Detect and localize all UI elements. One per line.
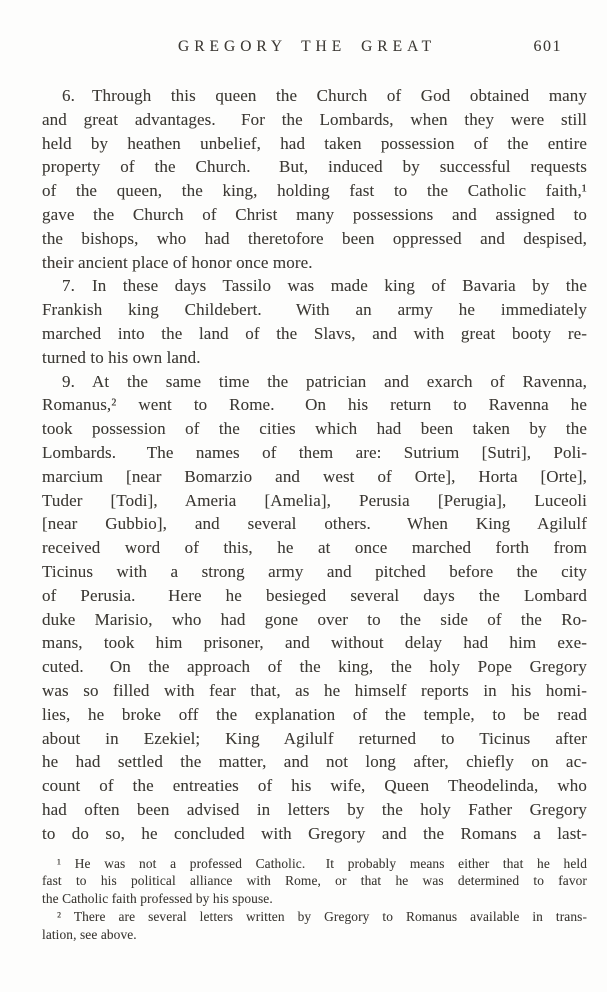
footnote-line: fast to his political alliance with Rome, or that he was determined to favor: [42, 873, 587, 889]
text-line: their ancient place of honor once more.: [42, 252, 313, 272]
text-line: held by heathen unbelief, had taken possession of the entire: [42, 133, 587, 153]
page-content: [42, 84, 587, 943]
text-line: and great advantages. For the Lombards, when they were still: [42, 109, 587, 129]
footnote-line: the Catholic faith professed by his spouse.: [42, 891, 273, 907]
text-line: to do so, he concluded with Gregory and the Romans a last-: [42, 823, 587, 843]
text-line: of Perusia. Here he besieged several days the Lombard: [42, 585, 587, 605]
text-line: mans, took him prisoner, and without delay had him exe-: [42, 633, 587, 653]
text-line: [near Gubbio], and several others. When King Agilulf: [42, 514, 587, 534]
text-line: Lombards. The names of them are: Sutrium [Sutri], Poli-: [42, 442, 587, 462]
text-line: count of the entreaties of his wife, Queen Theodelinda, who: [42, 776, 587, 796]
text-line: he had settled the matter, and not long after, chiefly on ac-: [42, 752, 587, 772]
footnotes-section: [42, 855, 587, 944]
text-line: marched into the land of the Slavs, and with great booty re-: [42, 323, 587, 343]
running-header: [42, 38, 587, 62]
text-line: Tuder [Todi], Ameria [Amelia], Perusia [Perugia], Luceoli: [42, 490, 587, 510]
text-line: gave the Church of Christ many possessions and assigned to: [42, 204, 587, 224]
text-line: 7. In these days Tassilo was made king of Bavaria by the: [62, 276, 587, 296]
text-line: was so filled with fear that, as he himself reports in his homi-: [42, 680, 587, 700]
text-line: 6. Through this queen the Church of God obtained many: [62, 86, 587, 105]
footnote-line: ² There are several letters written by Gregory to Romanus available in trans-: [57, 908, 587, 924]
text-line: marcium [near Bomarzio and west of Orte], Horta [Orte],: [42, 466, 587, 486]
text-line: 9. At the same time the patrician and exarch of Ravenna,: [62, 371, 587, 391]
text-line: Ticinus with a strong army and pitched before the city: [42, 561, 587, 581]
footnote: [42, 908, 587, 944]
page-number: 601: [533, 38, 562, 55]
paragraph: [42, 274, 587, 369]
paragraph: [42, 84, 587, 274]
footnote-line: lation, see above.: [42, 926, 137, 942]
text-line: of the queen, the king, holding fast to the Catholic faith,¹: [42, 181, 587, 201]
text-line: turned to his own land.: [42, 347, 201, 367]
text-line: property of the Church. But, induced by successful requests: [42, 157, 587, 177]
text-line: received word of this, he at once marched forth from: [42, 538, 587, 558]
text-line: about in Ezekiel; King Agilulf returned to Ticinus after: [42, 728, 587, 748]
text-line: lies, he broke off the explanation of the temple, to be read: [42, 704, 587, 724]
text-line: had often been advised in letters by the holy Father Gregory: [42, 799, 587, 819]
text-line: the bishops, who had theretofore been oppressed and despised,: [42, 228, 587, 248]
text-line: took possession of the cities which had been taken by the: [42, 419, 587, 439]
text-line: Romanus,² went to Rome. On his return to Ravenna he: [42, 395, 587, 415]
body-text: [42, 84, 587, 846]
page-title: GREGORY THE GREAT: [178, 38, 437, 55]
footnote: [42, 855, 587, 908]
text-line: duke Marisio, who had gone over to the side of the Ro-: [42, 609, 587, 629]
text-line: cuted. On the approach of the king, the holy Pope Gregory: [42, 657, 587, 677]
footnote-line: ¹ He was not a professed Catholic. It probably means either that he held: [57, 855, 587, 871]
text-line: Frankish king Childebert. With an army he immediately: [42, 300, 587, 320]
paragraph: [42, 370, 587, 846]
